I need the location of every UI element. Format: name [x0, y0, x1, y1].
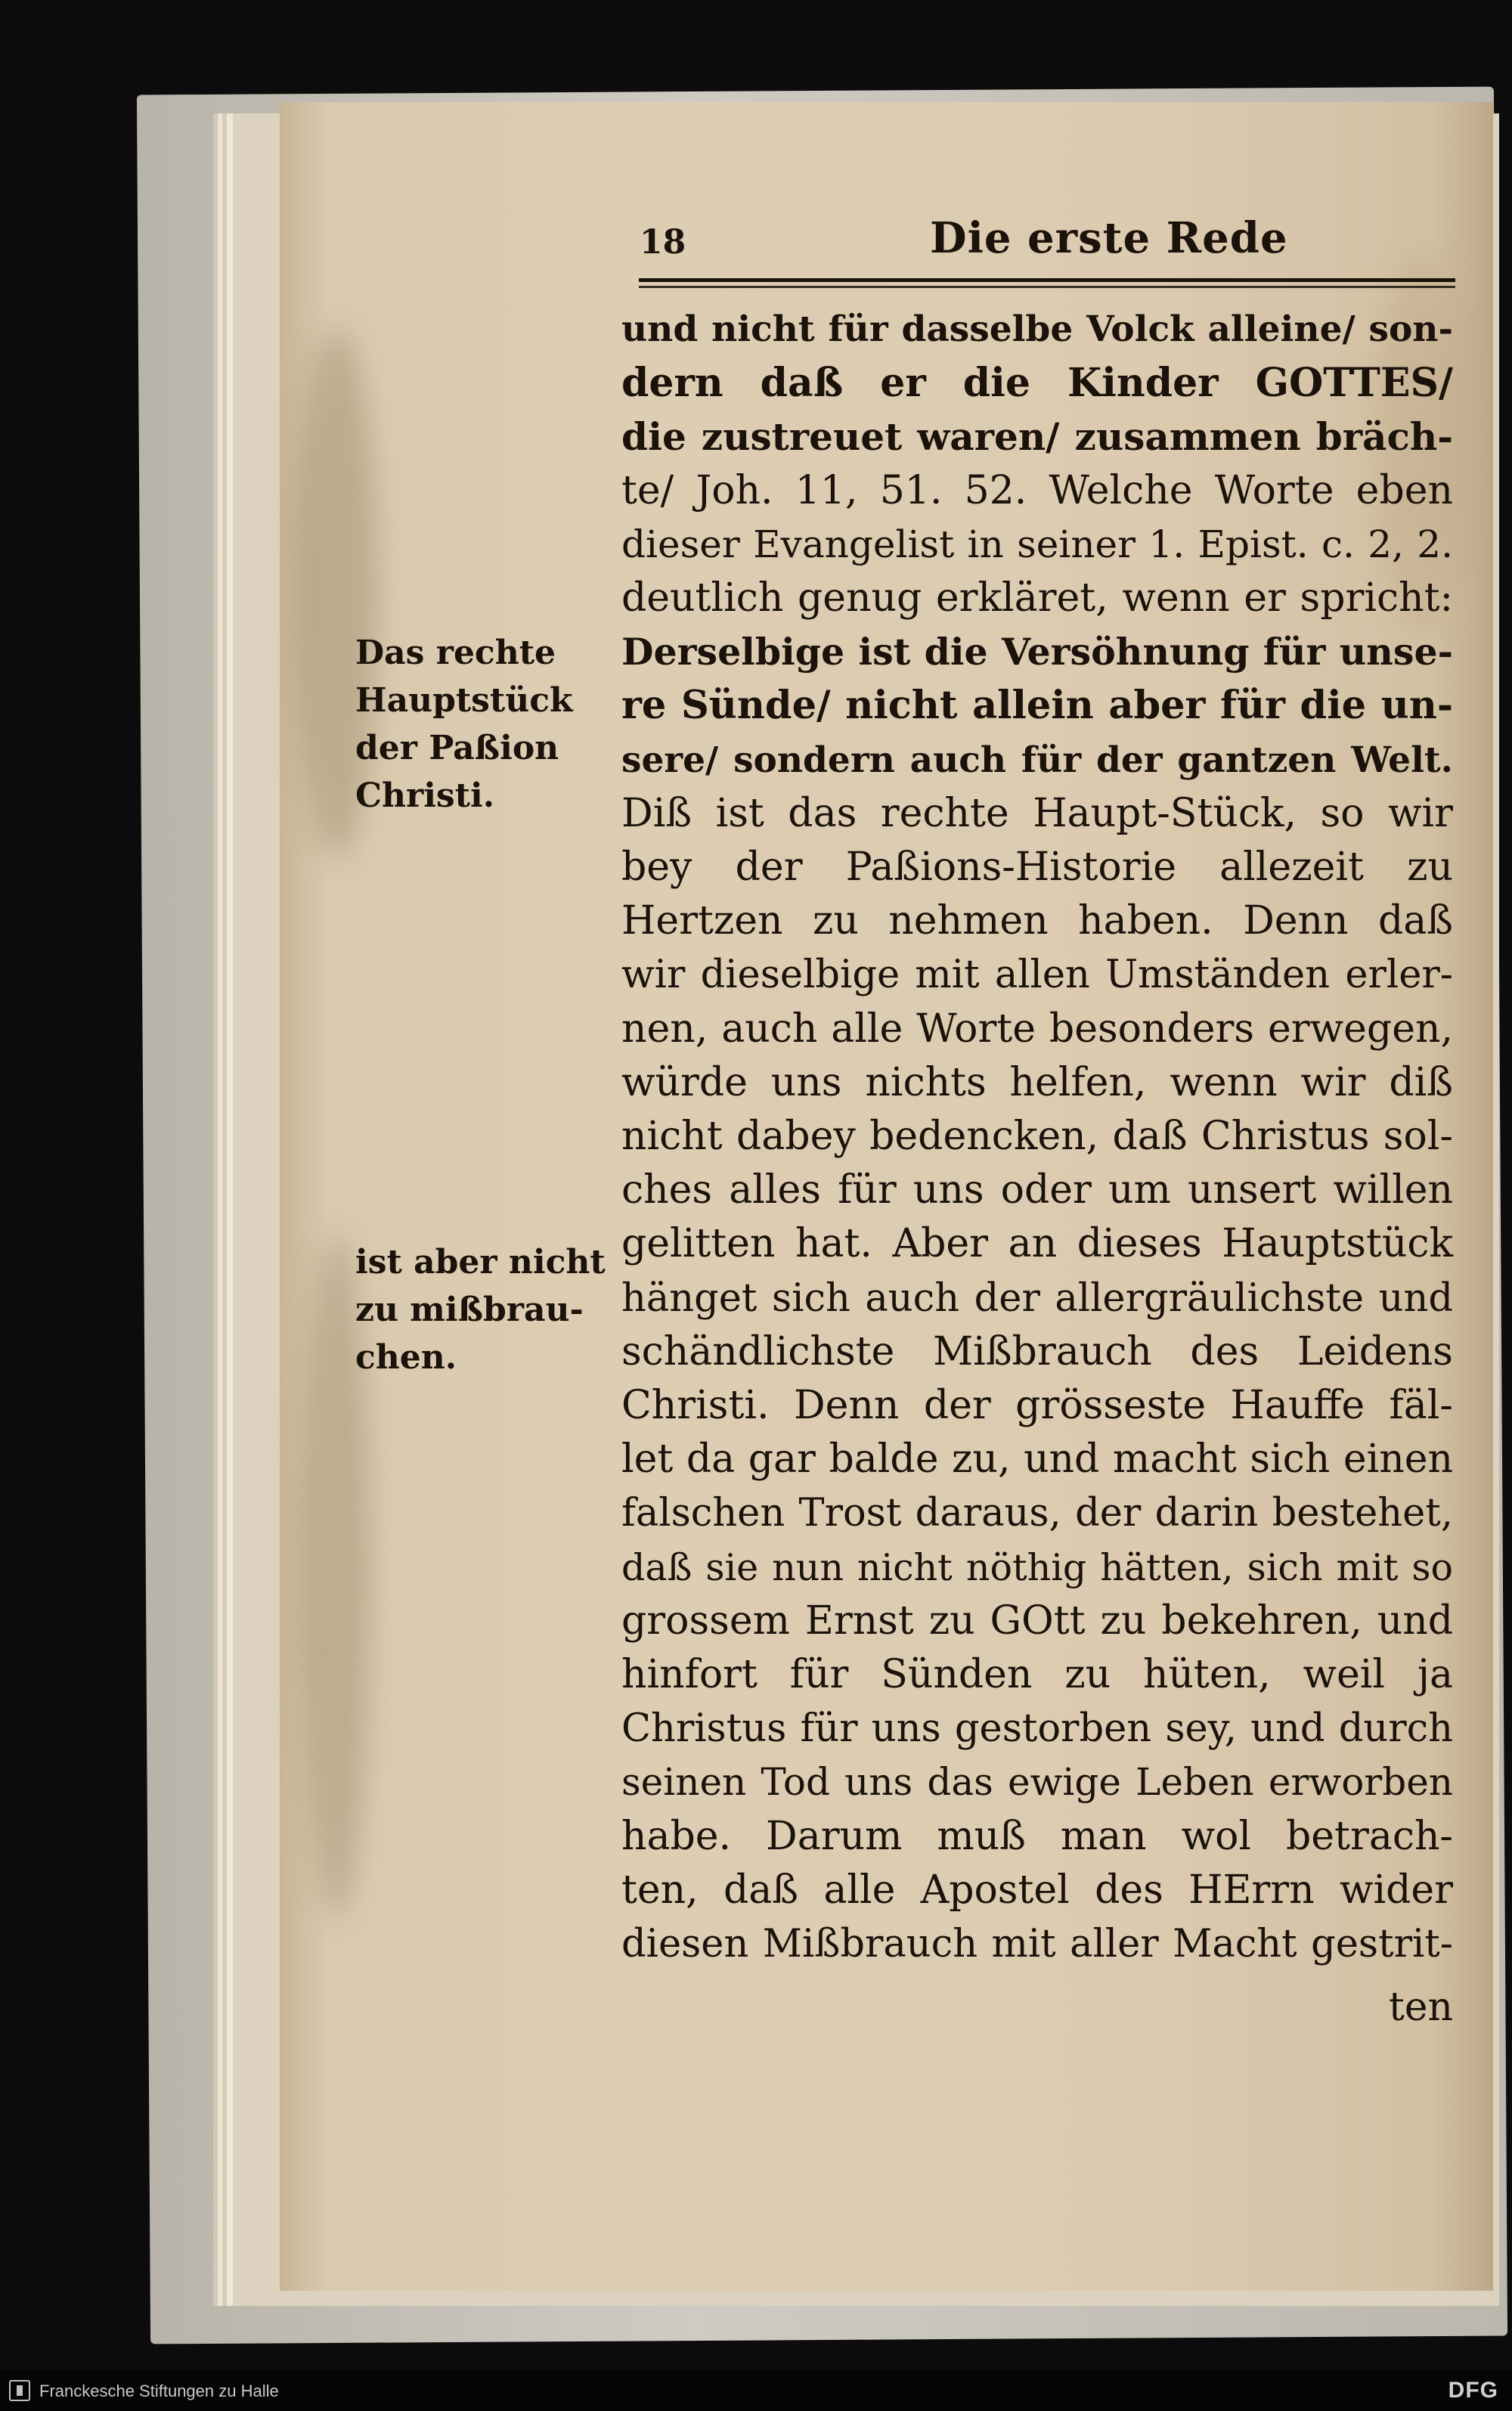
margin-note-line: Das rechte [355, 634, 556, 672]
header-rule [639, 278, 1455, 282]
text-line: Derselbige ist die Versöhnung für unse- [621, 630, 1453, 674]
page-number: 18 [640, 223, 686, 262]
text-line: hinfort für Sünden zu hüten, weil ja [621, 1652, 1453, 1697]
text-line: würde uns nichts helfen, wenn wir diß [621, 1059, 1453, 1105]
text-line: hänget sich auch der allergräulichste und [621, 1275, 1453, 1321]
text-line: schändlichste Mißbrauch des Leidens [621, 1328, 1453, 1374]
text-line: gelitten hat. Aber an dieses Hauptstück [621, 1221, 1453, 1267]
margin-note-hauptstueck [355, 629, 605, 820]
text-line: Christi. Denn der grösseste Hauffe fäl- [621, 1383, 1453, 1428]
text-line: ches alles für uns oder um unsert willen [621, 1167, 1453, 1213]
text-line: die zustreuet waren/ zusammen bräch- [621, 414, 1453, 460]
text-line: Diß ist das rechte Haupt-Stück, so wir [621, 790, 1453, 836]
text-line: daß sie nun nicht nöthig hätten, sich mit so [621, 1545, 1453, 1589]
running-head: Die erste Rede [930, 213, 1288, 263]
margin-note-line: chen. [355, 1338, 457, 1377]
text-line: und nicht für dasselbe Volck alleine/ son- [621, 308, 1453, 350]
text-line: nicht dabey bedencken, daß Christus sol- [621, 1114, 1453, 1159]
text-line: grossem Ernst zu GOtt zu bekehren, und [621, 1598, 1453, 1644]
text-line: sere/ sondern auch für der gantzen Welt. [621, 739, 1453, 781]
text-line: seinen Tod uns das ewige Leben erworben [621, 1760, 1453, 1805]
text-line: bey der Paßions-Historie allezeit zu [621, 844, 1453, 890]
text-line: te/ Joh. 11, 51. 52. Welche Worte eben [621, 467, 1453, 513]
text-line: ten, daß alle Apostel des HErrn wider [621, 1867, 1453, 1913]
footer-credit: Franckesche Stiftungen zu Halle [39, 2382, 279, 2400]
text-line: nen, auch alle Worte besonders erwegen, [621, 1006, 1453, 1052]
institution-logo-icon [9, 2380, 30, 2401]
text-line: re Sünde/ nicht allein aber für die un- [621, 683, 1453, 729]
margin-note-line: ist aber nicht [355, 1243, 606, 1281]
text-line: Christus für uns gestorben sey, und durch [621, 1706, 1453, 1752]
text-line: habe. Darum muß man wol betrach- [621, 1813, 1453, 1859]
catchword: ten [1388, 1985, 1453, 2030]
text-line: let da gar balde zu, und macht sich einen [621, 1436, 1453, 1483]
margin-note-line: der Paßion [355, 729, 559, 767]
header-rule-secondary [639, 286, 1455, 288]
text-line: diesen Mißbrauch mit aller Macht gestrit- [621, 1922, 1453, 1966]
margin-note-line: Hauptstück [355, 681, 573, 720]
margin-note-line: Christi. [355, 776, 495, 815]
footer-brand: DFG [1448, 2378, 1498, 2403]
text-line: wir dieselbige mit allen Umständen erler- [621, 953, 1453, 998]
text-line: dieser Evangelist in seiner 1. Epist. c. 2, 2. [621, 522, 1453, 566]
text-line: deutlich genug erkläret, wenn er spricht: [621, 575, 1453, 621]
text-line: falschen Trost daraus, der darin bestehet, [621, 1491, 1453, 1536]
text-line: dern daß er die Kinder GOTTES/ [621, 360, 1453, 407]
margin-note-missbrauch [355, 1238, 605, 1381]
text-line: Hertzen zu nehmen haben. Denn daß [621, 898, 1453, 944]
margin-note-line: zu mißbrau- [355, 1291, 584, 1329]
